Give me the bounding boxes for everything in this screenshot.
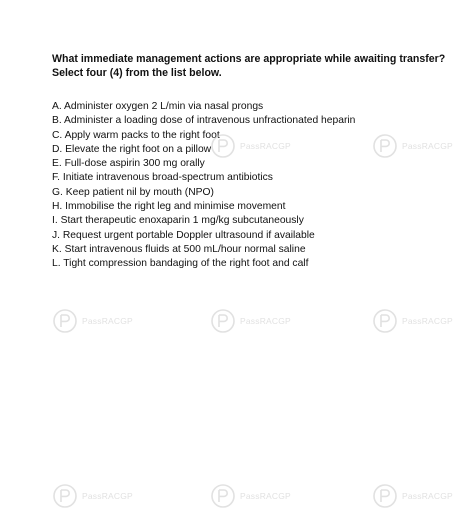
option-e: E. Full-dose aspirin 300 mg orally [52,158,205,170]
question-text [52,52,472,80]
option-a: A. Administer oxygen 2 L/min via nasal prongs [52,101,264,112]
passracgp-logo-icon [372,308,398,334]
passracgp-logo-icon [210,308,236,334]
option-k: K. Start intravenous fluids at 500 mL/hour normal saline [52,243,306,255]
watermark [372,308,453,334]
watermark [372,133,453,159]
watermark [52,308,133,334]
passracgp-logo-icon [372,483,398,509]
option-d: D. Elevate the right foot on a pillow [52,143,212,155]
passracgp-logo-icon [210,483,236,509]
option-l: L. Tight compression bandaging of the right foot and calf [52,258,309,270]
option-j: J. Request urgent portable Doppler ultrasound if available [52,229,315,241]
watermark-text: PassRACGP [82,316,133,326]
options-list [52,100,355,272]
question-line-1: What immediate management actions are appropriate while awaiting transfer? [52,53,446,65]
passracgp-logo-icon [210,133,236,159]
watermark-text: PassRACGP [240,491,291,501]
watermark [210,483,291,509]
watermark-text: PassRACGP [402,491,453,501]
question-instruction: Select four (4) from the list below. [52,67,222,79]
option-i: I. Start therapeutic enoxaparin 1 mg/kg subcutaneously [52,215,304,227]
passracgp-logo-icon [52,308,78,334]
watermark-text: PassRACGP [402,316,453,326]
option-b: B. Administer a loading dose of intravenous unfractionated heparin [52,115,356,127]
option-c: C. Apply warm packs to the right foot [52,129,220,141]
watermark [210,308,291,334]
watermark-text: PassRACGP [82,491,133,501]
watermark-text: PassRACGP [402,141,453,151]
passracgp-logo-icon [372,133,398,159]
watermark [372,483,453,509]
watermark-text: PassRACGP [240,141,291,151]
watermark-text: PassRACGP [240,316,291,326]
option-g: G. Keep patient nil by mouth (NPO) [52,186,214,198]
option-h: H. Immobilise the right leg and minimise movement [52,201,286,213]
option-f: F. Initiate intravenous broad-spectrum antibiotics [52,172,273,184]
watermark [52,483,133,509]
watermark [210,133,291,159]
passracgp-logo-icon [52,483,78,509]
